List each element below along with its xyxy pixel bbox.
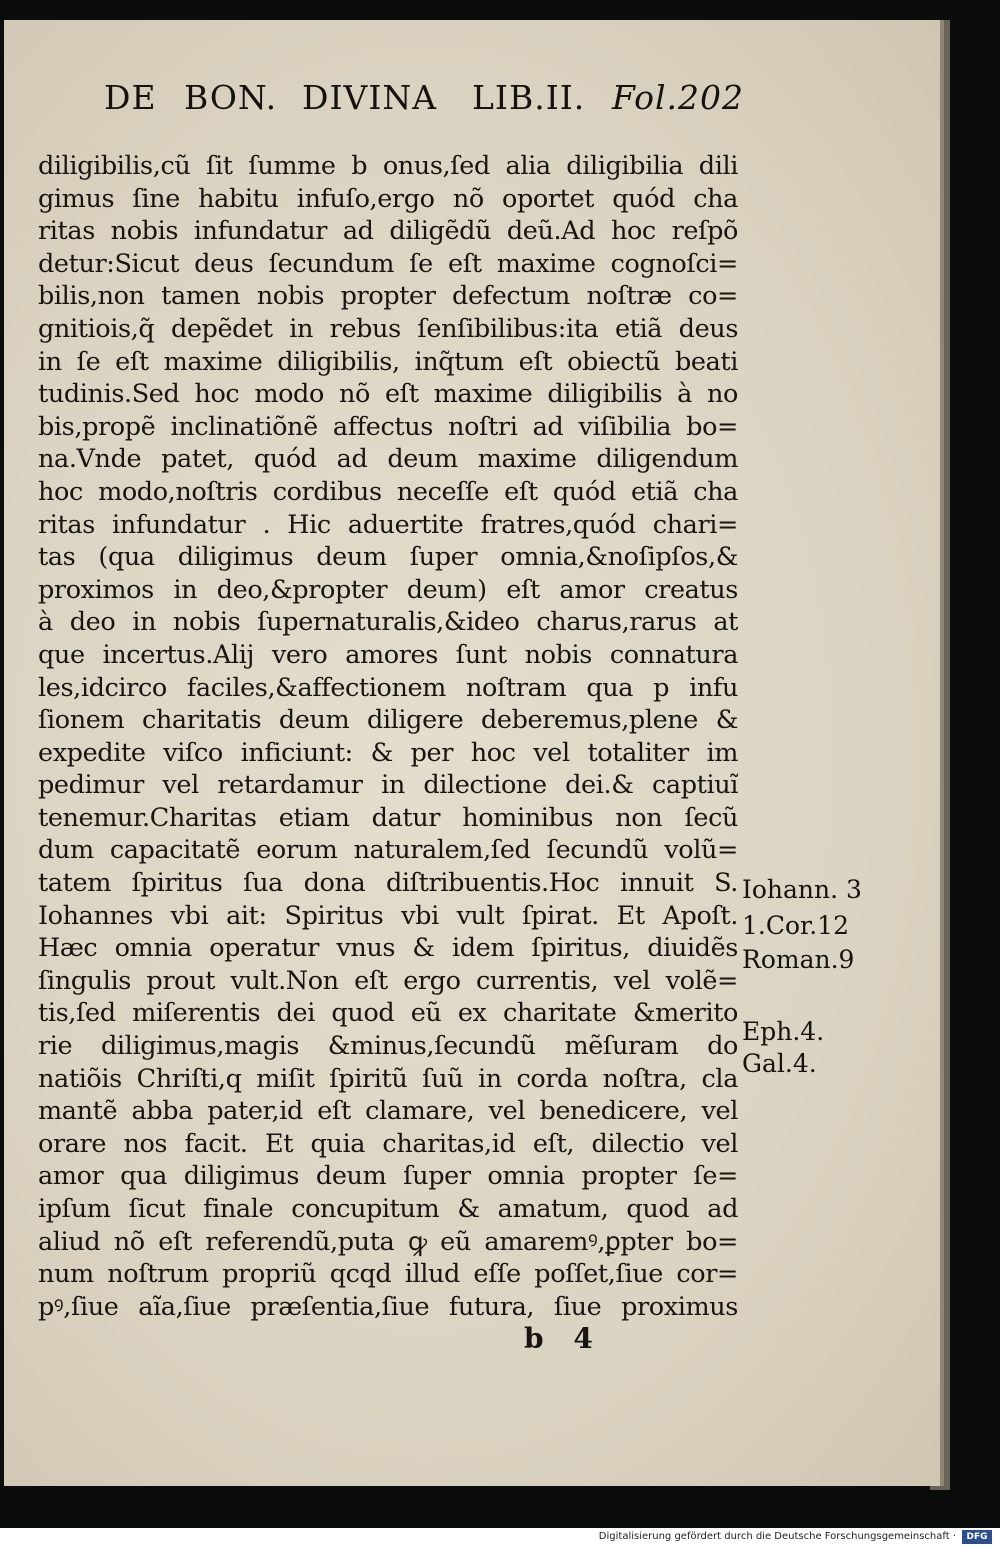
text-line: pꝰ,ſiue aĩa,ſiue præſentia,ſiue futura, ſiue proximus <box>38 1291 738 1322</box>
margin-note: Gal.4. <box>742 1049 817 1078</box>
body-text <box>38 150 738 1323</box>
text-line: pedimur vel retardamur in dilectione dei.& captiuĩ <box>38 770 738 801</box>
text-line: ritas infundatur . Hic aduertite fratres,quód chari= <box>38 509 738 540</box>
header-word-2: BON. <box>184 78 278 117</box>
margin-note: 1.Cor.12 <box>742 911 849 940</box>
text-line: ſingulis prout vult.Non eſt ergo currentis, vel volẽ= <box>38 965 738 996</box>
text-line: dum capacitatẽ eorum naturalem,ſed ſecundũ volũ= <box>38 835 738 866</box>
text-line: que incertus.Alij vero amores ſunt nobis connatura <box>38 639 738 670</box>
running-header <box>104 78 744 128</box>
text-line: les,idcirco faciles,&affectionem noſtram qua p infu <box>38 672 738 703</box>
header-word-1: DE <box>104 78 157 117</box>
header-word-3: DIVINA <box>302 78 438 117</box>
text-line: gimus ſine habitu infuſo,ergo nõ oportet quód cha <box>38 183 738 214</box>
text-line: gnitiois,q̃ depẽdet in rebus ſenſibilibus:ita etiã deus <box>38 313 738 344</box>
footer-bar <box>0 1528 1000 1548</box>
margin-note: Roman.9 <box>742 945 855 974</box>
text-line: bilis,non tamen nobis propter defectum noſtræ co= <box>38 281 738 312</box>
book-page <box>4 20 944 1486</box>
text-line: in ſe eſt maxime diligibilis, inq̃tum eſt obiectũ beati <box>38 346 738 377</box>
text-line: mantẽ abba pater,id eſt clamare, vel benedicere, vel <box>38 1096 738 1127</box>
dfg-logo: DFG <box>962 1530 992 1544</box>
funding-credit: Digitalisierung gefördert durch die Deutsche Forschungsgemeinschaft · <box>598 1531 956 1542</box>
text-line: tatem ſpiritus ſua dona diſtribuentis.Hoc innuit S. <box>38 868 738 899</box>
header-word-4: LIB.II. <box>472 78 586 117</box>
text-line: ritas nobis infundatur ad diligẽdũ deũ.Ad hoc reſpõ <box>38 216 738 247</box>
folio-number: Fol.202 <box>612 78 744 117</box>
text-line: tenemur.Charitas etiam datur hominibus non ſecũ <box>38 802 738 833</box>
text-line: orare nos facit. Et quia charitas,id eſt, dilectio vel <box>38 1128 738 1159</box>
text-line: ipſum ſicut finale concupitum & amatum, quod ad <box>38 1194 738 1224</box>
text-line: natiõis Chriſti,q miſit ſpiritũ ſuũ in corda noſtra, cla <box>38 1063 738 1094</box>
text-line: bis,propẽ inclinatiõnẽ affectus noſtri ad viſibilia bo= <box>38 411 738 442</box>
text-line: tas (qua diligimus deum ſuper omnia,&noſipſos,& <box>38 542 738 573</box>
text-line: detur:Sicut deus ſecundum ſe eſt maxime cognoſci= <box>38 248 738 279</box>
text-line: expedite viſco inficiunt: & per hoc vel totaliter im <box>38 737 738 768</box>
text-line: diligibilis,cũ ſit ſumme b onus,ſed alia diligibilia dili <box>38 151 738 181</box>
margin-note: Iohann. 3 <box>742 875 862 904</box>
text-line: ſionem charitatis deum diligere deberemus,plene & <box>38 705 738 736</box>
text-line: aliud nõ eſt referendũ,puta ꝙ eũ amaremꝰ,ꝑpter bo= <box>38 1226 738 1257</box>
text-line: Hæc omnia operatur vnus & idem ſpiritus, diuidẽs <box>38 933 738 964</box>
text-line: tis,ſed miſerentis dei quod eũ ex charitate &merito <box>38 998 738 1029</box>
text-line: na.Vnde patet, quód ad deum maxime diligendum <box>38 444 738 475</box>
text-line: Iohannes vbi ait: Spiritus vbi vult ſpirat. Et Apoſt. <box>38 900 738 931</box>
text-line: rie diligimus,magis &minus,ſecundũ mẽſuram do <box>38 1031 738 1062</box>
text-line: à deo in nobis ſupernaturalis,&ideo charus,rarus at <box>38 607 738 638</box>
margin-note: Eph.4. <box>742 1017 825 1046</box>
text-line: amor qua diligimus deum ſuper omnia propter ſe= <box>38 1161 738 1192</box>
signature-mark: b 4 <box>524 1322 593 1355</box>
text-line: tudinis.Sed hoc modo nõ eſt maxime diligibilis à no <box>38 379 738 410</box>
text-line: num noſtrum propriũ qcqd illud eſſe poſſet,ſiue cor= <box>38 1259 738 1290</box>
text-line: proximos in deo,&propter deum) eſt amor creatus <box>38 574 738 605</box>
text-line: hoc modo,noſtris cordibus neceſſe eſt quód etiã cha <box>38 476 738 507</box>
